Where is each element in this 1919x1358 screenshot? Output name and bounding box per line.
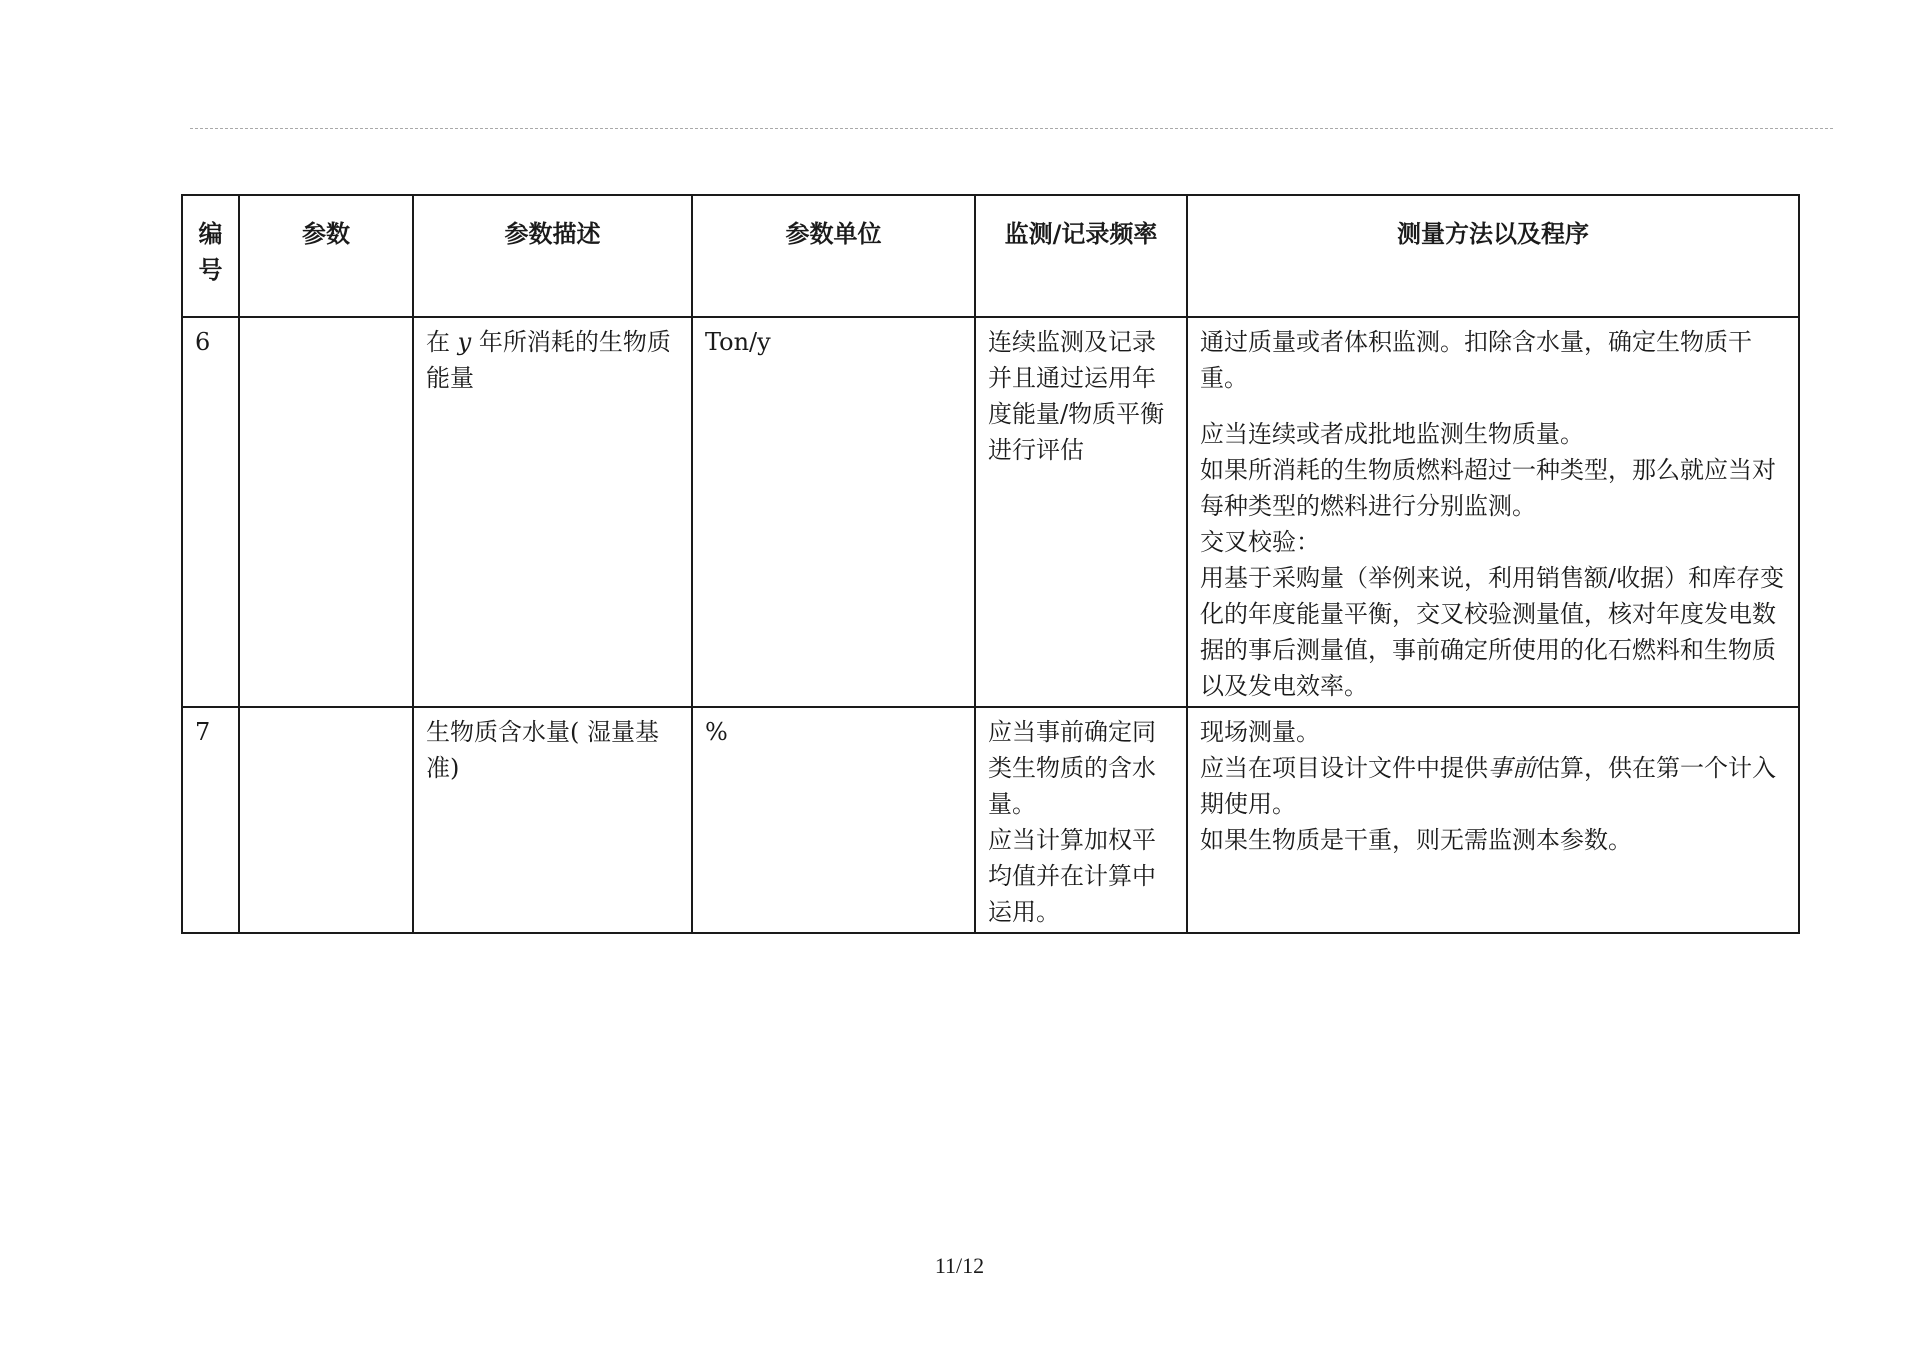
page-number: 11/12 xyxy=(934,1253,985,1278)
method-paragraph xyxy=(1200,750,1786,822)
table-header-row xyxy=(182,195,1799,317)
method-paragraph: 如果生物质是干重，则无需监测本参数。 xyxy=(1200,826,1632,854)
method-paragraph: 现场测量。 xyxy=(1200,718,1320,746)
method-emphasis: 事前 xyxy=(1488,754,1536,782)
frequency-paragraph: 应当事前确定同类生物质的含水量。 xyxy=(988,718,1156,818)
header-parameter: 参数 xyxy=(239,195,413,317)
method-paragraph: 应当连续或者成批地监测生物质量。 xyxy=(1200,420,1584,448)
parameter-table xyxy=(181,194,1800,934)
cell-parameter xyxy=(239,707,413,933)
description-prefix: 在 xyxy=(426,328,450,356)
cell-unit: % xyxy=(692,707,975,933)
header-number: 编号 xyxy=(182,195,239,317)
cell-unit: Ton/y xyxy=(692,317,975,707)
cell-method xyxy=(1187,707,1799,933)
cell-number: 6 xyxy=(182,317,239,707)
header-unit: 参数单位 xyxy=(692,195,975,317)
description-variable: y xyxy=(457,328,472,356)
method-text: 估算，供在第一个计入期使用。 xyxy=(1200,754,1776,818)
header-description: 参数描述 xyxy=(413,195,692,317)
header-method: 测量方法以及程序 xyxy=(1187,195,1799,317)
cell-method xyxy=(1187,317,1799,707)
cell-parameter xyxy=(239,317,413,707)
method-paragraph: 交叉校验： xyxy=(1200,528,1320,556)
table-row xyxy=(182,317,1799,707)
frequency-paragraph: 应当计算加权平均值并在计算中运用。 xyxy=(988,826,1156,926)
method-paragraph: 通过质量或者体积监测。扣除含水量，确定生物质干重。 xyxy=(1200,328,1752,392)
method-text: 应当在项目设计文件中提供 xyxy=(1200,754,1488,782)
method-paragraph: 如果所消耗的生物质燃料超过一种类型，那么就应当对每种类型的燃料进行分别监测。 xyxy=(1200,456,1776,520)
method-paragraph: 用基于采购量（举例来说，利用销售额/收据）和库存变化的年度能量平衡，交叉校验测量值，核对年度发电数据的事后测量值，事前确定所使用的化石燃料和生物质以及发电效率。 xyxy=(1200,564,1785,700)
table-row xyxy=(182,707,1799,933)
description-suffix: 年所消耗的生物质能量 xyxy=(426,328,671,392)
cell-frequency: 连续监测及记录并且通过运用年度能量/物质平衡进行评估 xyxy=(975,317,1187,707)
header-frequency: 监测/记录频率 xyxy=(975,195,1187,317)
cell-description xyxy=(413,317,692,707)
cell-description: 生物质含水量( 湿量基准) xyxy=(413,707,692,933)
cell-frequency xyxy=(975,707,1187,933)
cell-number: 7 xyxy=(182,707,239,933)
header-rule xyxy=(190,128,1833,129)
